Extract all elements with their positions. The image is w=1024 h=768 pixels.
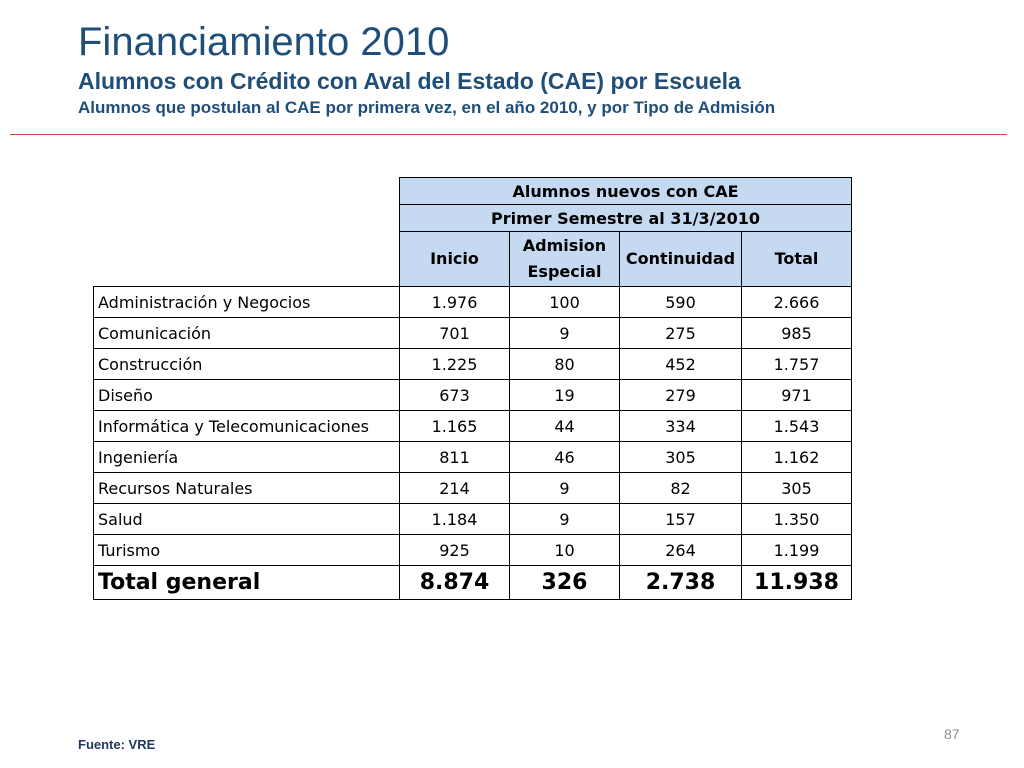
cell-value: 157 [620,504,742,535]
cell-value: 1.350 [742,504,852,535]
page-subtitle-detail: Alumnos que postulan al CAE por primera vez, en el año 2010, y por Tipo de Admisión [78,98,776,117]
cell-value: 1.162 [742,442,852,473]
total-row [94,566,852,600]
table-row [94,442,852,473]
cell-value: 2.666 [742,287,852,318]
cell-value: 1.976 [400,287,510,318]
table-row [94,380,852,411]
total-value: 326 [510,566,620,600]
cell-value: 1.184 [400,504,510,535]
school-name: Recursos Naturales [94,473,400,504]
school-name: Salud [94,504,400,535]
school-name: Comunicación [94,318,400,349]
cell-value: 46 [510,442,620,473]
cell-value: 452 [620,349,742,380]
cell-value: 1.757 [742,349,852,380]
table-row [94,504,852,535]
cell-value: 334 [620,411,742,442]
column-header: Total [742,232,852,287]
cell-value: 1.199 [742,535,852,566]
cell-value: 264 [620,535,742,566]
table-row [94,411,852,442]
page-title: Financiamiento 2010 [78,20,450,64]
column-header: Continuidad [620,232,742,287]
group-header: Alumnos nuevos con CAE [400,178,852,205]
table-row [94,349,852,380]
cell-value: 9 [510,504,620,535]
cell-value: 590 [620,287,742,318]
cell-value: 275 [620,318,742,349]
column-header: Admision Especial [510,232,620,287]
total-value: 11.938 [742,566,852,600]
cell-value: 9 [510,473,620,504]
cell-value: 673 [400,380,510,411]
source-note: Fuente: VRE [78,737,156,752]
group-header-row [94,178,852,205]
total-label: Total general [94,566,400,600]
cell-value: 82 [620,473,742,504]
cell-value: 1.165 [400,411,510,442]
cell-value: 1.543 [742,411,852,442]
cell-value: 971 [742,380,852,411]
cell-value: 1.225 [400,349,510,380]
school-name: Administración y Negocios [94,287,400,318]
page-subtitle: Alumnos con Crédito con Aval del Estado (CAE) por Escuela [78,68,741,94]
total-value: 8.874 [400,566,510,600]
cae-table [93,177,852,600]
cell-value: 985 [742,318,852,349]
cell-value: 10 [510,535,620,566]
sub-header: Primer Semestre al 31/3/2010 [400,205,852,232]
table-body [94,178,852,600]
cell-value: 214 [400,473,510,504]
cell-value: 80 [510,349,620,380]
table-row [94,473,852,504]
cell-value: 925 [400,535,510,566]
header-blank-cell [94,178,400,287]
cell-value: 9 [510,318,620,349]
cell-value: 701 [400,318,510,349]
school-name: Turismo [94,535,400,566]
page-number: 87 [944,726,960,742]
title-divider [10,134,1007,135]
cell-value: 305 [620,442,742,473]
table-row [94,535,852,566]
cell-value: 19 [510,380,620,411]
cell-value: 811 [400,442,510,473]
column-header: Inicio [400,232,510,287]
school-name: Diseño [94,380,400,411]
cell-value: 44 [510,411,620,442]
table-row [94,318,852,349]
school-name: Construcción [94,349,400,380]
total-value: 2.738 [620,566,742,600]
cell-value: 279 [620,380,742,411]
table-row [94,287,852,318]
cell-value: 305 [742,473,852,504]
school-name: Informática y Telecomunicaciones [94,411,400,442]
cell-value: 100 [510,287,620,318]
school-name: Ingeniería [94,442,400,473]
